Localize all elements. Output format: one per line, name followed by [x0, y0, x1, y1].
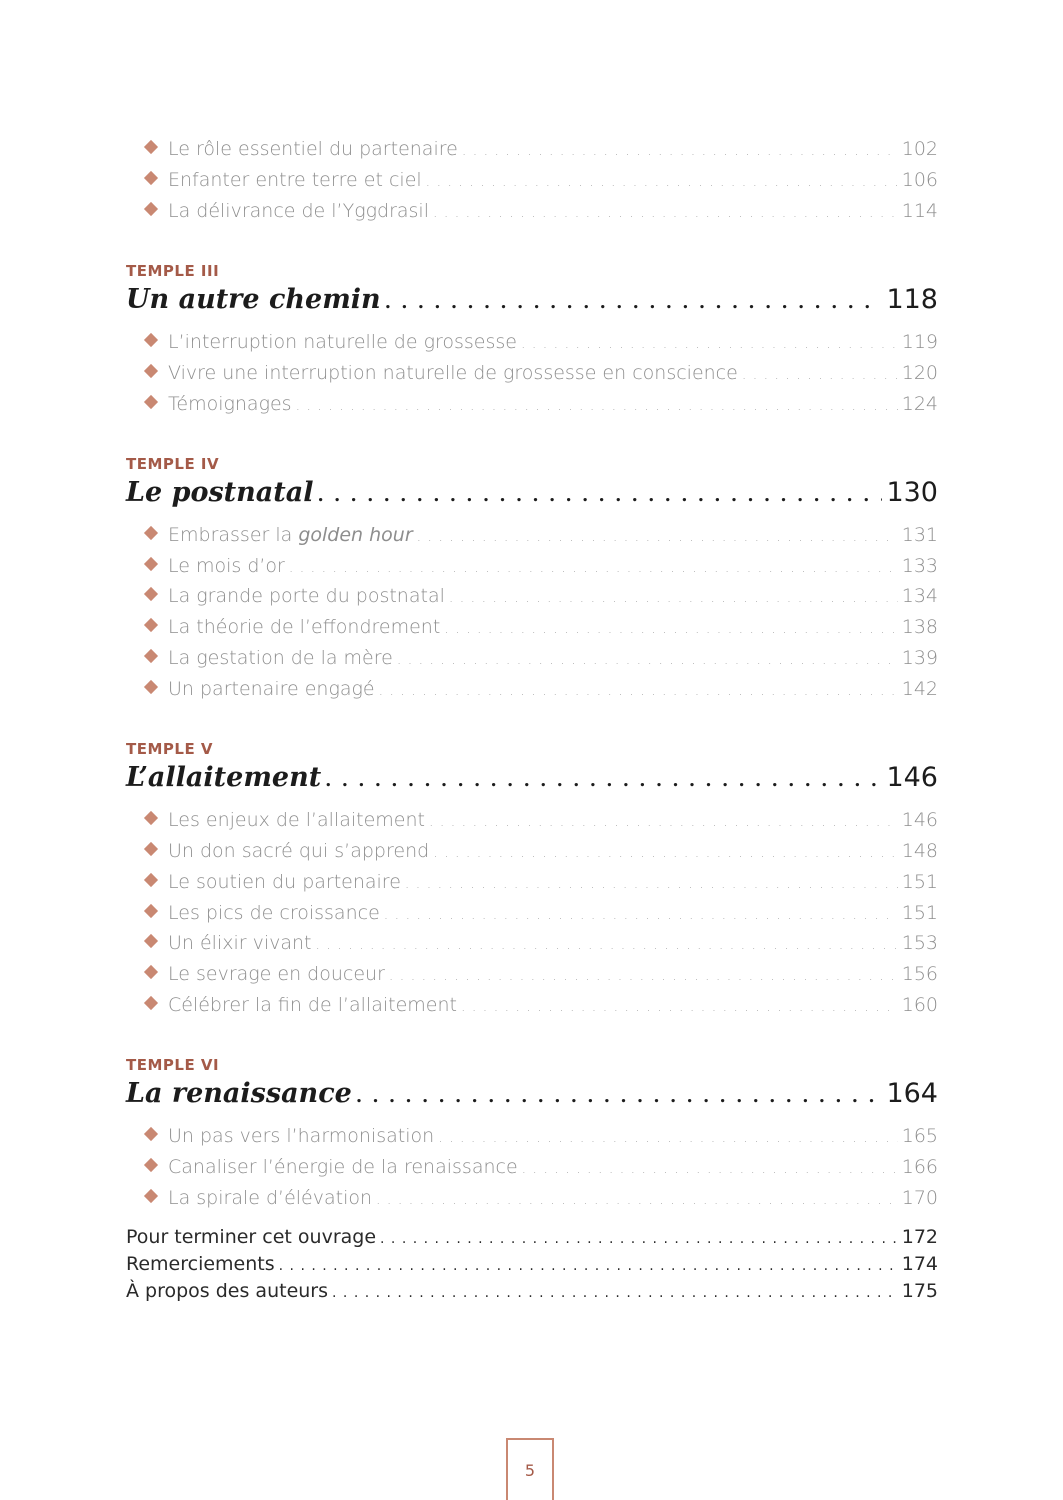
- diamond-bullet-icon: [144, 587, 158, 601]
- toc-item-label: Célébrer la fin de l’allaitement: [168, 994, 457, 1016]
- diamond-bullet-icon: [144, 934, 158, 948]
- diamond-bullet-icon: [144, 904, 158, 918]
- toc-item-label: À propos des auteurs: [126, 1280, 329, 1302]
- dot-leader: [316, 937, 898, 953]
- dot-leader: [384, 907, 898, 923]
- chapter-page: 164: [886, 1078, 938, 1109]
- toc-item-label: Vivre une interruption naturelle de grossesse en conscience: [168, 362, 738, 384]
- toc-item-page: 124: [901, 393, 938, 415]
- toc-item-page: 134: [901, 585, 938, 607]
- page-number: 5: [506, 1438, 554, 1500]
- dot-leader: [429, 814, 898, 830]
- diamond-bullet-icon: [144, 140, 158, 154]
- dot-leader: [389, 968, 898, 984]
- toc-item-label: Canaliser l’énergie de la renaissance: [168, 1156, 518, 1178]
- diamond-bullet-icon: [144, 557, 158, 571]
- toc-item-label: Témoignages: [168, 393, 292, 415]
- toc-item[interactable]: [146, 840, 938, 866]
- toc-item-page: 172: [901, 1226, 938, 1248]
- dot-leader: [317, 485, 882, 506]
- toc-item[interactable]: [146, 1187, 938, 1213]
- toc-item-label: La grande porte du postnatal: [168, 585, 445, 607]
- dot-leader: [462, 143, 898, 159]
- toc-item-page: 165: [901, 1125, 938, 1147]
- dot-leader: [332, 1285, 898, 1301]
- diamond-bullet-icon: [144, 395, 158, 409]
- dot-leader: [433, 205, 898, 221]
- toc-item-page: 151: [901, 902, 938, 924]
- toc-item-page: 160: [901, 994, 938, 1016]
- chapter-title: L’allaitement: [126, 762, 322, 793]
- toc-item-label: La spirale d’élévation: [168, 1187, 373, 1209]
- diamond-bullet-icon: [144, 202, 158, 216]
- dot-leader: [742, 367, 898, 383]
- toc-item[interactable]: [146, 1125, 938, 1151]
- toc-item-page: 175: [901, 1280, 938, 1302]
- dot-leader: [379, 683, 898, 699]
- temple-label: TEMPLE VI: [126, 1056, 220, 1074]
- toc-item[interactable]: [146, 932, 938, 958]
- toc-item-label: Pour terminer cet ouvrage: [126, 1226, 377, 1248]
- toc-item-page: 151: [901, 871, 938, 893]
- dot-leader: [426, 174, 898, 190]
- toc-item-page: 153: [901, 932, 938, 954]
- toc-item-page: 120: [901, 362, 938, 384]
- toc-item[interactable]: [146, 524, 938, 550]
- dot-leader: [461, 999, 898, 1015]
- dot-leader: [296, 398, 898, 414]
- toc-item[interactable]: [146, 678, 938, 704]
- toc-item-label: Un partenaire engagé: [168, 678, 375, 700]
- diamond-bullet-icon: [144, 1189, 158, 1203]
- toc-item[interactable]: [146, 555, 938, 581]
- diamond-bullet-icon: [144, 1158, 158, 1172]
- dot-leader: [380, 1231, 898, 1247]
- dot-leader: [449, 590, 898, 606]
- dot-leader: [433, 845, 898, 861]
- dot-leader: [289, 560, 898, 576]
- toc-item-label: La théorie de l’effondrement: [168, 616, 441, 638]
- diamond-bullet-icon: [144, 996, 158, 1010]
- diamond-bullet-icon: [144, 811, 158, 825]
- diamond-bullet-icon: [144, 873, 158, 887]
- toc-item[interactable]: [146, 200, 938, 226]
- diamond-bullet-icon: [144, 364, 158, 378]
- toc-item[interactable]: [146, 902, 938, 928]
- diamond-bullet-icon: [144, 842, 158, 856]
- toc-item-page: 102: [901, 138, 938, 160]
- toc-item-page: 119: [901, 331, 938, 353]
- toc-item-page: 133: [901, 555, 938, 577]
- toc-item-label: Un pas vers l’harmonisation: [168, 1125, 435, 1147]
- toc-item[interactable]: [146, 585, 938, 611]
- dot-leader: [444, 621, 897, 637]
- toc-item[interactable]: [146, 331, 938, 357]
- toc-item-label: Enfanter entre terre et ciel: [168, 169, 422, 191]
- temple-label: TEMPLE III: [126, 262, 220, 280]
- dot-leader: [522, 1161, 898, 1177]
- dot-leader: [385, 292, 883, 313]
- toc-item-label: Remerciements: [126, 1253, 275, 1275]
- chapter-page: 146: [886, 762, 938, 793]
- toc-item[interactable]: [146, 647, 938, 673]
- chapter-title: Le postnatal: [126, 477, 314, 508]
- dot-leader: [438, 1130, 898, 1146]
- toc-item-label: Un élixir vivant: [168, 932, 312, 954]
- toc-item-label: Le soutien du partenaire: [168, 871, 401, 893]
- toc-item-label: L’interruption naturelle de grossesse: [168, 331, 517, 353]
- chapter-title-row[interactable]: [126, 1078, 938, 1118]
- toc-item-page: 174: [901, 1253, 938, 1275]
- chapter-title-row[interactable]: [126, 762, 938, 802]
- diamond-bullet-icon: [144, 618, 158, 632]
- diamond-bullet-icon: [144, 965, 158, 979]
- toc-item-page: 170: [901, 1187, 938, 1209]
- toc-item[interactable]: [146, 169, 938, 195]
- toc-item-page: 166: [901, 1156, 938, 1178]
- toc-end-item[interactable]: [126, 1280, 938, 1306]
- toc-item[interactable]: [146, 1156, 938, 1182]
- dot-leader: [417, 529, 898, 545]
- toc-item-label: Le sevrage en douceur: [168, 963, 385, 985]
- chapter-title: Un autre chemin: [126, 284, 381, 315]
- chapter-page: 130: [886, 477, 938, 508]
- toc-item-label: Le mois d’or: [168, 555, 285, 577]
- toc-end-item[interactable]: [126, 1253, 938, 1279]
- toc-item-page: 142: [901, 678, 938, 700]
- temple-label: TEMPLE V: [126, 740, 214, 758]
- toc-item-label: La délivrance de l’Yggdrasil: [168, 200, 429, 222]
- dot-leader: [405, 876, 898, 892]
- toc-item[interactable]: [146, 362, 938, 388]
- dot-leader: [376, 1192, 898, 1208]
- dot-leader: [356, 1086, 883, 1107]
- diamond-bullet-icon: [144, 1127, 158, 1141]
- diamond-bullet-icon: [144, 680, 158, 694]
- toc-item-label: Un don sacré qui s’apprend: [168, 840, 430, 862]
- toc-item[interactable]: [146, 871, 938, 897]
- toc-item-label: Le rôle essentiel du partenaire: [168, 138, 458, 160]
- chapter-title-row[interactable]: [126, 284, 938, 324]
- diamond-bullet-icon: [144, 649, 158, 663]
- toc-item-page: 106: [901, 169, 938, 191]
- dot-leader: [521, 336, 898, 352]
- toc-end-item[interactable]: [126, 1226, 938, 1252]
- toc-item-label: Embrasser la golden hour: [168, 524, 413, 546]
- toc-item-page: 114: [901, 200, 938, 222]
- toc-item-page: 131: [901, 524, 938, 546]
- toc-item-page: 146: [901, 809, 938, 831]
- toc-item-label: Les pics de croissance: [168, 902, 380, 924]
- dot-leader: [325, 770, 882, 791]
- toc-item-page: 148: [901, 840, 938, 862]
- toc-item-page: 156: [901, 963, 938, 985]
- chapter-title-row[interactable]: [126, 477, 938, 517]
- toc-item[interactable]: [146, 138, 938, 164]
- temple-label: TEMPLE IV: [126, 455, 220, 473]
- toc-item[interactable]: [146, 963, 938, 989]
- toc-item[interactable]: [146, 393, 938, 419]
- toc-item[interactable]: [146, 994, 938, 1020]
- toc-item-label: Les enjeux de l’allaitement: [168, 809, 425, 831]
- dot-leader: [397, 652, 898, 668]
- diamond-bullet-icon: [144, 333, 158, 347]
- chapter-page: 118: [886, 284, 938, 315]
- dot-leader: [279, 1258, 898, 1274]
- toc-item-label: La gestation de la mère: [168, 647, 393, 669]
- diamond-bullet-icon: [144, 171, 158, 185]
- toc-item[interactable]: [146, 809, 938, 835]
- toc-item-page: 139: [901, 647, 938, 669]
- toc-item-page: 138: [901, 616, 938, 638]
- diamond-bullet-icon: [144, 526, 158, 540]
- chapter-title: La renaissance: [126, 1078, 352, 1109]
- toc-item[interactable]: [146, 616, 938, 642]
